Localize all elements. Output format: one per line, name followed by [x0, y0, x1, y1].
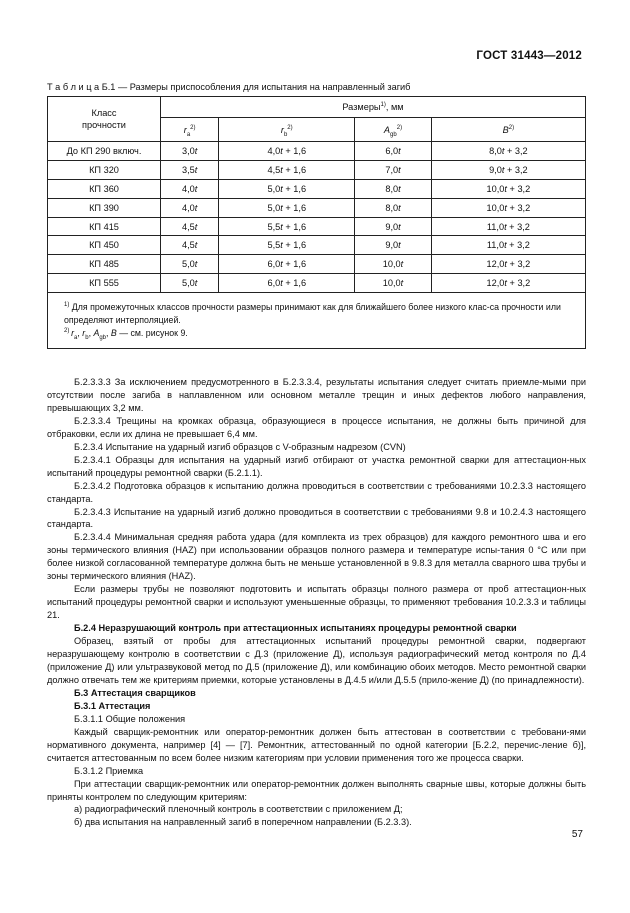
cell-rb-addend: + 1,6: [282, 145, 307, 156]
paragraph-p2: Б.2.3.3.4 Трещины на кромках образца, образующиеся в процессе испытания, не должны быть причиной для отбраковки, если их длина не превышает 6,4 мм.: [47, 415, 586, 439]
paragraph-p9: Б.2.4 Неразрушающий контроль при аттестационных испытаниях процедуры ремонтной сварки: [74, 623, 517, 634]
cell-rb: [219, 236, 355, 255]
header-rb-label-subscript: b: [283, 131, 288, 138]
table-row: [48, 236, 586, 255]
header-agb: [355, 118, 432, 142]
cell-rb-number: 4,0: [267, 145, 281, 156]
paragraph-p1: Б.2.3.3.3 За исключением предусмотренного в Б.2.3.3.4, результаты испытания следует считать приемле-мыми при отсутствии после загиба в наплавленном или основном металле трещин и иных дефектов любого направления, превышающих 3,2 мм.: [47, 377, 586, 413]
cell-ra-number: 3,5: [181, 164, 195, 175]
cell-ra: [161, 198, 219, 217]
table-row: [48, 274, 586, 293]
cell-ra-t-symbol: t: [194, 202, 198, 213]
table-footnotes: [48, 293, 586, 349]
cell-strength-class: До КП 290 включ.: [48, 142, 161, 161]
footnote-1-mark: 1): [64, 302, 70, 309]
cell-b-addend: + 3,2: [506, 202, 531, 213]
cell-rb: [219, 142, 355, 161]
cell-rb-addend: + 1,6: [282, 202, 307, 213]
cell-b: [431, 142, 585, 161]
cell-rb-t-symbol: t: [280, 221, 283, 232]
cell-ra: [161, 274, 219, 293]
cell-ra-number: 4,5: [181, 240, 195, 251]
paragraph-p17: а) радиографический пленочный контроль в соответствии с приложением Д;: [74, 804, 403, 815]
cell-b-number: 10,0: [486, 183, 505, 194]
cell-strength-class: КП 320: [48, 160, 161, 179]
cell-b-t-symbol: t: [504, 240, 507, 251]
cell-ra: [161, 217, 219, 236]
cell-ra-t-symbol: t: [194, 278, 198, 289]
cell-agb: [355, 236, 432, 255]
cell-b-addend: + 3,2: [506, 240, 530, 251]
cell-b: [431, 236, 585, 255]
paragraph-p14: Каждый сварщик-ремонтник или оператор-ремонтник должен быть аттестован в соответствии с требовани-ями нормативного документа, например [4] — [7]. Ремонтник, аттестованный по одной категории [Б.2.2, перечис-ление б)], считается аттестованным по всем более низким категориям при условии применения того же процесса сварки.: [47, 726, 586, 763]
cell-ra-number: 4,5: [181, 221, 195, 232]
cell-agb-t-symbol: t: [398, 202, 401, 213]
cell-rb-t-symbol: t: [280, 164, 283, 175]
cell-ra: [161, 160, 219, 179]
header-strength-class: [48, 97, 161, 142]
body-text: [47, 376, 586, 829]
cell-rb: [219, 274, 355, 293]
paragraph-p13: Б.3.1.1 Общие положения: [74, 713, 186, 724]
cell-rb-number: 4,5: [267, 164, 281, 175]
sizes-label: Размеры: [342, 102, 381, 113]
footnote-2-symbol-0-symbol: r: [71, 328, 75, 339]
cell-ra-t-symbol: t: [194, 183, 198, 194]
header-ra-label: [183, 124, 196, 138]
footnote-2-text: — см. рисунок 9.: [116, 328, 188, 339]
cell-agb-number: 8,0: [385, 202, 399, 213]
table-caption: Т а б л и ц а Б.1 — Размеры приспособления для испытания на направленный загиб: [47, 82, 411, 92]
cell-rb: [219, 255, 355, 274]
cell-agb: [355, 274, 432, 293]
cell-ra-number: 3,0: [181, 145, 195, 156]
cell-rb-t-symbol: t: [280, 240, 283, 251]
header-ra-label-symbol: r: [183, 124, 187, 135]
cell-ra: [161, 236, 219, 255]
header-b-label-symbol: B: [502, 124, 509, 135]
cell-rb-t-symbol: t: [280, 278, 283, 289]
footnote-2-symbol-2-symbol: A: [93, 328, 100, 339]
cell-agb-number: 6,0: [385, 145, 399, 156]
page-number: 57: [571, 829, 583, 840]
header-class-line2: прочности: [82, 120, 126, 130]
header-b-label: [503, 125, 514, 135]
cell-b-addend: + 3,2: [506, 259, 531, 270]
cell-ra-t-symbol: t: [194, 240, 198, 251]
paragraph-p7: Б.2.3.4.4 Минимальная средняя работа удара (для комплекта из трех образцов) для каждого ремонтного шва и его зоны термического влияния (HAZ) при использовании образцов полного размера и температуре испы-тания 0 °С или при более низкой согласованной температуре должна быть не меньше установленной в 9.8.3 для металла сварного шва трубы и зоны термического влияния (HAZ).: [47, 532, 586, 582]
cell-strength-class: КП 555: [48, 274, 161, 293]
cell-rb: [219, 160, 355, 179]
cell-ra-t-symbol: t: [194, 221, 198, 232]
footnote-2-symbol-2: [93, 328, 107, 341]
cell-agb: [355, 160, 432, 179]
header-ra-label-footnote-ref: 2): [190, 124, 196, 131]
cell-b-t-symbol: t: [504, 183, 507, 194]
cell-rb-number: 5,0: [267, 202, 281, 213]
cell-b: [431, 217, 585, 236]
cell-b: [431, 198, 585, 217]
table-row: [48, 142, 586, 161]
cell-strength-class: КП 485: [48, 255, 161, 274]
cell-b-addend: + 3,2: [506, 278, 531, 289]
cell-b-number: 11,0: [486, 240, 505, 251]
cell-rb-t-symbol: t: [280, 183, 283, 194]
cell-strength-class: КП 390: [48, 198, 161, 217]
cell-b-addend: + 3,2: [504, 164, 528, 175]
paragraph-p4: Б.2.3.4.1 Образцы для испытания на ударный изгиб отбирают от участка ремонтной сварки для аттестацион-ных испытаний процедуры ремонтной сварки (Б.2.1.1).: [47, 454, 586, 478]
cell-rb-t-symbol: t: [280, 202, 283, 213]
cell-rb-t-symbol: t: [280, 145, 283, 156]
cell-agb: [355, 142, 432, 161]
paragraph-p3: Б.2.3.4 Испытание на ударный изгиб образцов с V-образным надрезом (CVN): [74, 441, 406, 452]
paragraph-p12: Б.3.1 Аттестация: [74, 700, 151, 711]
header-ra: [161, 118, 219, 142]
cell-b-number: 12,0: [486, 278, 505, 289]
cell-agb: [355, 217, 432, 236]
cell-rb-number: 5,5: [267, 240, 281, 251]
cell-rb-number: 5,0: [267, 183, 281, 194]
sizes-unit: , мм: [385, 102, 404, 113]
table-row: [48, 198, 586, 217]
cell-b-addend: + 3,2: [506, 221, 530, 232]
cell-agb: [355, 255, 432, 274]
paragraph-p10: Образец, взятый от пробы для аттестационных испытаний процедуры ремонтной сварки, подвергают неразрушающему контролю в соответствии с Д.3 (приложение Д), используя радиографический метод контроля по Д.4 (приложение Д) или ультразвуковой метод по Д.5 (приложение Д), или комбинацию обоих методов. Место ремонтной сварки должно отвечать тем же критериям приемки, которые установлены в Д.4.5 и/или Д.5.5 (прило-жение Д) (по принадлежности).: [47, 636, 586, 685]
cell-rb-addend: + 1,6: [282, 183, 307, 194]
cell-rb-addend: + 1,6: [282, 221, 307, 232]
cell-strength-class: КП 360: [48, 179, 161, 198]
footnote-2-symbol-1-subscript: b: [85, 334, 89, 341]
footnote-2-mark: 2): [64, 328, 70, 335]
cell-agb-t-symbol: t: [400, 259, 404, 270]
header-ra-label-subscript: a: [186, 131, 191, 138]
cell-b-t-symbol: t: [504, 221, 507, 232]
footnote-2-symbol-1: [82, 328, 89, 341]
cell-b-number: 9,0: [489, 164, 502, 175]
cell-strength-class: КП 415: [48, 217, 161, 236]
cell-agb-number: 9,0: [385, 221, 399, 232]
cell-rb-addend: + 1,6: [282, 259, 307, 270]
paragraph-p5: Б.2.3.4.2 Подготовка образцов к испытанию должна проводиться в соответствии с требованиями 10.2.3.3 настоящего стандарта.: [47, 480, 586, 504]
cell-b-t-symbol: t: [504, 202, 507, 213]
cell-b-number: 10,0: [486, 202, 505, 213]
cell-agb-number: 8,0: [385, 183, 399, 194]
header-rb-label: [280, 124, 293, 138]
header-agb-label: [383, 124, 403, 138]
cell-b-t-symbol: t: [501, 145, 505, 156]
cell-rb: [219, 179, 355, 198]
cell-ra-number: 5,0: [181, 278, 195, 289]
paragraph-p8: Если размеры трубы не позволяют подготовить и испытать образцы полного размера от проб аттестацион-ных испытаний процедуры ремонтной сварки и используют уменьшенные образцы, то применяют требования 10.2.3.3 и таблицы 21.: [47, 584, 586, 621]
table-body: [48, 142, 586, 293]
cell-ra: [161, 255, 219, 274]
cell-ra-t-symbol: t: [194, 164, 198, 175]
header-rb-label-footnote-ref: 2): [287, 124, 293, 131]
cell-agb-number: 10,0: [382, 278, 401, 289]
cell-rb-addend: + 1,6: [282, 164, 307, 175]
header-b-label-footnote-ref: 2): [508, 124, 515, 131]
footnote-2-symbol-1-symbol: r: [82, 328, 86, 339]
paragraph-p6: Б.2.3.4.3 Испытание на ударный изгиб должно проводиться в соответствии с требованиями 9.8 и 10.2.4.3 настоящего стандарта.: [47, 506, 586, 530]
header-rb: [219, 118, 355, 142]
footnote-2-symbols: $r_a$, $r_b$, $A_{gb}$, B: [71, 328, 117, 341]
cell-ra-t-symbol: t: [194, 145, 198, 156]
paragraph-p16: При аттестации сварщик-ремонтник или оператор-ремонтник должен выполнять сварные швы, которые должны быть приняты контролем по следующим критериям:: [47, 778, 586, 802]
cell-b: [431, 179, 585, 198]
cell-ra-number: 5,0: [181, 259, 195, 270]
table-row: [48, 255, 586, 274]
cell-agb-number: 7,0: [385, 164, 399, 175]
header-agb-label-subscript: gb: [390, 131, 397, 138]
footnote-1: [64, 301, 579, 327]
cell-b-t-symbol: t: [501, 164, 505, 175]
header-agb-label-symbol: A: [383, 124, 391, 135]
cell-b-t-symbol: t: [504, 259, 507, 270]
cell-rb: [219, 198, 355, 217]
cell-rb-number: 6,0: [267, 278, 281, 289]
footnote-2: [64, 327, 579, 340]
cell-agb-t-symbol: t: [398, 145, 401, 156]
cell-rb-addend: + 1,6: [282, 240, 307, 251]
cell-rb: [219, 217, 355, 236]
cell-strength-class: КП 450: [48, 236, 161, 255]
cell-agb-t-symbol: t: [398, 183, 401, 194]
paragraph-p11: Б.3 Аттестация сварщиков: [74, 687, 196, 698]
cell-agb-t-symbol: t: [398, 240, 401, 251]
cell-b-addend: + 3,2: [504, 145, 528, 156]
cell-ra-t-symbol: t: [194, 259, 198, 270]
cell-rb-t-symbol: t: [280, 259, 283, 270]
cell-ra-number: 4,0: [181, 202, 195, 213]
document-code: ГОСТ 31443—2012: [476, 50, 582, 62]
cell-agb-t-symbol: t: [398, 221, 401, 232]
cell-rb-addend: + 1,6: [282, 278, 307, 289]
footnote-2-symbol-3-symbol: B: [110, 328, 117, 339]
cell-agb-t-symbol: t: [400, 278, 404, 289]
cell-b: [431, 160, 585, 179]
footnote-2-symbol-0-subscript: a: [74, 334, 78, 341]
cell-b: [431, 255, 585, 274]
header-b: [431, 118, 585, 142]
dimensions-table: [47, 96, 586, 349]
cell-rb-number: 6,0: [267, 259, 281, 270]
cell-ra: [161, 179, 219, 198]
cell-b-t-symbol: t: [504, 278, 507, 289]
paragraph-p18: б) два испытания на направленный загиб в поперечном направлении (Б.2.3.3).: [74, 817, 412, 828]
table-row: [48, 179, 586, 198]
header-sizes: [161, 97, 586, 118]
cell-ra: [161, 142, 219, 161]
cell-rb-number: 5,5: [267, 221, 281, 232]
cell-agb: [355, 198, 432, 217]
header-class-line1: Класс: [91, 108, 117, 118]
cell-ra-number: 4,0: [181, 183, 195, 194]
footnote-2-symbol-0: [71, 328, 78, 341]
paragraph-p15: Б.3.1.2 Приемка: [74, 765, 144, 776]
table-row: [48, 160, 586, 179]
cell-b: [431, 274, 585, 293]
footnote-2-symbol-2-subscript: gb: [99, 334, 107, 341]
cell-b-number: 11,0: [486, 221, 505, 232]
cell-b-number: 12,0: [486, 259, 505, 270]
header-rb-label-symbol: r: [280, 124, 284, 135]
sizes-footnote-ref: 1): [380, 102, 386, 109]
cell-agb-number: 10,0: [382, 259, 401, 270]
cell-agb-t-symbol: t: [398, 164, 401, 175]
footnote-1-text: Для промежуточных классов прочности размеры принимают как для ближайшего более низкого клас-са прочности или определяют интерполяцией.: [64, 302, 561, 326]
cell-agb-number: 9,0: [385, 240, 399, 251]
header-agb-label-footnote-ref: 2): [396, 124, 403, 131]
table-row: [48, 217, 586, 236]
cell-b-addend: + 3,2: [506, 183, 531, 194]
cell-b-number: 8,0: [489, 145, 502, 156]
cell-agb: [355, 179, 432, 198]
